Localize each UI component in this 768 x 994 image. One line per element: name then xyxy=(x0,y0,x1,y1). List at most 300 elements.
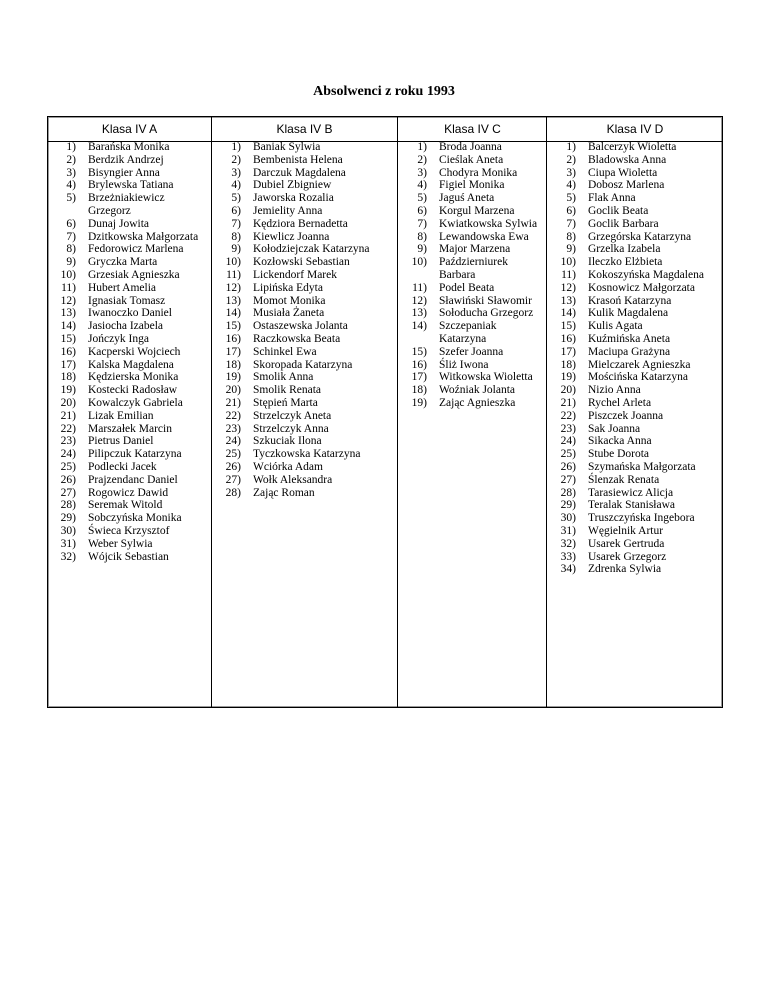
student-name: Sobczyńska Monika xyxy=(88,512,182,525)
list-item xyxy=(399,320,546,346)
item-number: 25) xyxy=(60,460,76,473)
student-name: Zając Agnieszka xyxy=(439,396,516,409)
student-name: Szkuciak Ilona xyxy=(253,435,322,448)
list-item xyxy=(548,461,722,474)
item-number: 34) xyxy=(560,563,576,576)
student-name: Mościńska Katarzyna xyxy=(588,371,688,384)
student-name: Brzeżniakiewicz Grzegorz xyxy=(88,192,165,217)
student-name: Musiała Żaneta xyxy=(253,307,325,320)
student-name: Rychel Arleta xyxy=(588,396,652,409)
student-name: Wójcik Sebastian xyxy=(88,550,169,563)
student-name: Bisyngier Anna xyxy=(88,166,160,179)
student-name: Darczuk Magdalena xyxy=(253,166,346,179)
student-name: Ciupa Wioletta xyxy=(588,166,658,179)
item-number: 11) xyxy=(561,268,576,281)
student-name: Barańska Monika xyxy=(88,141,170,153)
list-item xyxy=(48,397,211,410)
list-item xyxy=(548,563,722,576)
list-item xyxy=(548,410,722,423)
item-number: 23) xyxy=(60,435,76,448)
student-name: Zając Roman xyxy=(253,486,315,499)
item-number: 23) xyxy=(560,422,576,435)
list-item xyxy=(48,487,211,500)
student-name: Dzitkowska Małgorzata xyxy=(88,230,199,243)
item-number: 33) xyxy=(560,550,576,563)
item-number: 30) xyxy=(60,524,76,537)
item-number: 13) xyxy=(560,294,576,307)
list-item xyxy=(48,192,211,218)
student-name: Ignasiak Tomasz xyxy=(88,294,166,307)
item-number: 24) xyxy=(60,448,76,461)
student-name: Dubiel Zbigniew xyxy=(253,179,332,192)
student-name: Ileczko Elżbieta xyxy=(588,256,663,269)
list-item xyxy=(213,218,396,231)
list-item xyxy=(48,499,211,512)
list-item xyxy=(399,218,546,231)
list-item xyxy=(48,218,211,231)
list-item xyxy=(213,307,396,320)
student-name: Kalska Magdalena xyxy=(88,358,174,371)
list-item xyxy=(548,435,722,448)
student-name: Jończyk Inga xyxy=(88,332,149,345)
item-number: 8) xyxy=(566,230,576,243)
list-item xyxy=(548,538,722,551)
list-item xyxy=(213,243,396,256)
list-item xyxy=(213,154,396,167)
list-item xyxy=(48,448,211,461)
list-item xyxy=(399,167,546,180)
student-name: Podel Beata xyxy=(439,281,495,294)
item-number: 20) xyxy=(560,384,576,397)
student-name: Goclik Beata xyxy=(588,204,649,217)
item-number: 2) xyxy=(66,153,76,166)
student-name: Szymańska Małgorzata xyxy=(588,460,696,473)
list-item xyxy=(548,525,722,538)
list-item xyxy=(548,307,722,320)
item-number: 17) xyxy=(225,345,241,358)
column-header: Klasa IV B xyxy=(276,122,333,136)
student-name: Stube Dorota xyxy=(588,448,650,461)
list-item xyxy=(213,192,396,205)
list-item xyxy=(548,551,722,564)
item-number: 18) xyxy=(60,371,76,384)
item-number: 27) xyxy=(60,486,76,499)
list-item xyxy=(213,435,396,448)
item-number: 2) xyxy=(231,153,241,166)
list-item xyxy=(399,359,546,372)
item-number: 26) xyxy=(60,473,76,486)
student-name: Kostecki Radosław xyxy=(88,384,178,397)
item-number: 19) xyxy=(60,384,76,397)
column-class-iv-c xyxy=(399,117,546,707)
item-number: 9) xyxy=(66,256,76,269)
item-number: 18) xyxy=(560,358,576,371)
column-class-iv-a xyxy=(48,117,211,707)
student-name: Usarek Grzegorz xyxy=(588,550,667,563)
item-number: 15) xyxy=(225,320,241,333)
student-name: Cieślak Aneta xyxy=(439,153,504,166)
item-number: 7) xyxy=(566,217,576,230)
list-item xyxy=(213,371,396,384)
list-item xyxy=(213,384,396,397)
item-number: 5) xyxy=(231,192,241,205)
list-item xyxy=(213,423,396,436)
student-name: Jasiocha Izabela xyxy=(88,320,164,333)
student-name: Świeca Krzysztof xyxy=(88,524,170,537)
item-number: 6) xyxy=(417,204,427,217)
column-header: Klasa IV D xyxy=(606,122,664,136)
student-name: Tyczkowska Katarzyna xyxy=(253,448,361,461)
student-name: Grzelka Izabela xyxy=(588,243,661,256)
student-name: Goclik Barbara xyxy=(588,217,659,230)
item-number: 12) xyxy=(411,294,427,307)
list-item xyxy=(399,154,546,167)
item-number: 10) xyxy=(411,256,427,269)
student-name: Kołodziejczak Katarzyna xyxy=(253,243,370,256)
item-number: 10) xyxy=(560,256,576,269)
item-number: 18) xyxy=(411,384,427,397)
student-name: Maciupa Grażyna xyxy=(588,345,671,358)
list-item xyxy=(48,231,211,244)
student-name: Kacperski Wojciech xyxy=(88,345,181,358)
student-name: Jaworska Rozalia xyxy=(253,192,334,205)
item-number: 9) xyxy=(231,243,241,256)
list-item xyxy=(213,167,396,180)
list-item xyxy=(48,333,211,346)
student-name: Smolik Anna xyxy=(253,371,314,384)
item-number: 21) xyxy=(225,396,241,409)
list-item xyxy=(399,205,546,218)
list-item xyxy=(548,256,722,269)
column-header: Klasa IV A xyxy=(101,122,158,136)
item-number: 14) xyxy=(560,307,576,320)
student-name: Śliż Iwona xyxy=(439,358,489,371)
item-number: 16) xyxy=(560,332,576,345)
student-name: Usarek Gertruda xyxy=(588,537,665,550)
item-number: 10) xyxy=(225,256,241,269)
list-item xyxy=(399,243,546,256)
item-number: 19) xyxy=(225,371,241,384)
item-number: 9) xyxy=(417,243,427,256)
student-name: Kędzierska Monika xyxy=(88,371,179,384)
item-number: 3) xyxy=(417,166,427,179)
item-number: 2) xyxy=(417,153,427,166)
list-item xyxy=(213,410,396,423)
student-name: Kozłowski Sebastian xyxy=(253,256,350,269)
list-item xyxy=(548,179,722,192)
item-number: 27) xyxy=(225,473,241,486)
student-name: Lizak Emilian xyxy=(88,409,154,422)
list-item xyxy=(548,448,722,461)
student-name: Ostaszewska Jolanta xyxy=(253,320,348,333)
student-name: Piszczek Joanna xyxy=(588,409,664,422)
student-name: Sikacka Anna xyxy=(588,435,652,448)
list-item xyxy=(548,397,722,410)
student-name: Tarasiewicz Alicja xyxy=(588,486,674,499)
student-name: Stępień Marta xyxy=(253,396,318,409)
list-item xyxy=(48,256,211,269)
list-item xyxy=(548,218,722,231)
list-item xyxy=(48,551,211,564)
student-name: Kwiatkowska Sylwia xyxy=(439,217,538,230)
list-item xyxy=(48,295,211,308)
student-name: Kosnowicz Małgorzata xyxy=(588,281,695,294)
item-number: 8) xyxy=(231,230,241,243)
item-number: 9) xyxy=(566,243,576,256)
list-item xyxy=(213,320,396,333)
item-number: 7) xyxy=(231,217,241,230)
list-item xyxy=(48,243,211,256)
student-name: Strzelczyk Anna xyxy=(253,422,329,435)
student-name: Bembenista Helena xyxy=(253,153,343,166)
item-number: 26) xyxy=(225,460,241,473)
student-name: Skoropada Katarzyna xyxy=(253,358,353,371)
item-number: 1) xyxy=(566,141,576,153)
list-item xyxy=(213,295,396,308)
list-item xyxy=(399,307,546,320)
student-name: Lipińska Edyta xyxy=(253,281,323,294)
item-number: 20) xyxy=(225,384,241,397)
list-item xyxy=(399,346,546,359)
student-name: Brylewska Tatiana xyxy=(88,179,174,192)
item-number: 14) xyxy=(411,320,427,333)
student-name: Pilipczuk Katarzyna xyxy=(88,448,182,461)
list-item xyxy=(548,346,722,359)
student-name: Grzesiak Agnieszka xyxy=(88,268,180,281)
student-name: Sołoducha Grzegorz xyxy=(439,307,534,320)
list-item xyxy=(213,231,396,244)
student-name: Raczkowska Beata xyxy=(253,332,341,345)
list-item xyxy=(548,333,722,346)
list-item xyxy=(548,141,722,154)
list-item xyxy=(48,461,211,474)
column-divider xyxy=(397,117,398,707)
item-number: 29) xyxy=(560,499,576,512)
student-name: Rogowicz Dawid xyxy=(88,486,169,499)
list-item xyxy=(48,141,211,154)
student-name: Pietrus Daniel xyxy=(88,435,154,448)
item-number: 3) xyxy=(566,166,576,179)
list-item xyxy=(548,282,722,295)
page-title: Absolwenci z roku 1993 xyxy=(313,84,455,99)
list-item xyxy=(548,499,722,512)
item-number: 29) xyxy=(60,512,76,525)
student-name: Sławiński Sławomir xyxy=(439,294,532,307)
list-item xyxy=(399,295,546,308)
student-name: Jemielity Anna xyxy=(253,204,323,217)
item-number: 11) xyxy=(412,281,427,294)
list-item xyxy=(399,384,546,397)
list-item xyxy=(48,371,211,384)
item-number: 26) xyxy=(560,460,576,473)
item-number: 3) xyxy=(66,166,76,179)
student-name: Strzelczyk Aneta xyxy=(253,409,332,422)
list-item xyxy=(48,282,211,295)
item-number: 28) xyxy=(560,486,576,499)
item-number: 28) xyxy=(225,486,241,499)
item-number: 4) xyxy=(231,179,241,192)
student-name: Kiewlicz Joanna xyxy=(253,230,330,243)
item-number: 25) xyxy=(560,448,576,461)
list-item xyxy=(48,320,211,333)
student-name: Wciórka Adam xyxy=(253,460,323,473)
list-item xyxy=(399,192,546,205)
item-number: 7) xyxy=(417,217,427,230)
student-name: Krasoń Katarzyna xyxy=(588,294,672,307)
student-name: Truszczyńska Ingebora xyxy=(588,512,695,525)
item-number: 19) xyxy=(560,371,576,384)
student-name: Podlecki Jacek xyxy=(88,460,157,473)
student-name: Kowalczyk Gabriela xyxy=(88,396,183,409)
student-name: Jaguś Aneta xyxy=(439,192,495,205)
list-item xyxy=(548,231,722,244)
list-item xyxy=(548,167,722,180)
student-list xyxy=(548,141,722,576)
list-item xyxy=(548,512,722,525)
list-item xyxy=(48,359,211,372)
item-number: 13) xyxy=(411,307,427,320)
student-name: Mielczarek Agnieszka xyxy=(588,358,691,371)
list-item xyxy=(48,474,211,487)
list-item xyxy=(399,141,546,154)
item-number: 31) xyxy=(560,524,576,537)
list-item xyxy=(399,231,546,244)
item-number: 31) xyxy=(60,537,76,550)
column-divider xyxy=(546,117,547,707)
item-number: 25) xyxy=(225,448,241,461)
list-item xyxy=(48,410,211,423)
list-item xyxy=(548,205,722,218)
student-name: Chodyra Monika xyxy=(439,166,518,179)
student-name: Grzegórska Katarzyna xyxy=(588,230,692,243)
list-item xyxy=(213,179,396,192)
item-number: 16) xyxy=(411,358,427,371)
list-item xyxy=(48,423,211,436)
item-number: 20) xyxy=(60,396,76,409)
item-number: 10) xyxy=(60,268,76,281)
student-name: Dunaj Jowita xyxy=(88,217,150,230)
student-name: Flak Anna xyxy=(588,192,636,205)
item-number: 1) xyxy=(417,141,427,153)
item-number: 14) xyxy=(60,320,76,333)
list-item xyxy=(213,282,396,295)
list-item xyxy=(548,295,722,308)
student-name: Ślenzak Renata xyxy=(588,473,660,486)
student-name: Baniak Sylwia xyxy=(253,141,321,153)
item-number: 4) xyxy=(566,179,576,192)
item-number: 18) xyxy=(225,358,241,371)
list-item xyxy=(399,179,546,192)
graduates-table xyxy=(47,116,723,708)
list-item xyxy=(213,397,396,410)
column-header: Klasa IV C xyxy=(444,122,501,136)
list-item xyxy=(548,320,722,333)
list-item xyxy=(213,205,396,218)
student-name: Szczepaniak Katarzyna xyxy=(439,320,497,345)
item-number: 17) xyxy=(60,358,76,371)
student-name: Lewandowska Ewa xyxy=(439,230,529,243)
student-name: Kędziora Bernadetta xyxy=(253,217,348,230)
item-number: 14) xyxy=(225,307,241,320)
student-name: Balcerzyk Wioletta xyxy=(588,141,677,153)
list-item xyxy=(213,461,396,474)
item-number: 11) xyxy=(226,268,241,281)
item-number: 12) xyxy=(60,294,76,307)
item-number: 32) xyxy=(560,537,576,550)
student-list xyxy=(213,141,396,499)
list-item xyxy=(213,256,396,269)
student-name: Nizio Anna xyxy=(588,384,641,397)
column-class-iv-d xyxy=(548,117,722,707)
list-item xyxy=(548,371,722,384)
list-item xyxy=(548,487,722,500)
student-name: Iwanoczko Daniel xyxy=(88,307,172,320)
list-item xyxy=(213,359,396,372)
column-divider xyxy=(211,117,212,707)
item-number: 22) xyxy=(60,422,76,435)
list-item xyxy=(213,448,396,461)
item-number: 17) xyxy=(411,371,427,384)
list-item xyxy=(213,269,396,282)
item-number: 2) xyxy=(566,153,576,166)
item-number: 28) xyxy=(60,499,76,512)
item-number: 5) xyxy=(566,192,576,205)
item-number: 8) xyxy=(66,243,76,256)
list-item xyxy=(48,384,211,397)
student-name: Fedorowicz Marlena xyxy=(88,243,184,256)
item-number: 3) xyxy=(231,166,241,179)
item-number: 15) xyxy=(560,320,576,333)
list-item xyxy=(48,435,211,448)
item-number: 4) xyxy=(417,179,427,192)
list-item xyxy=(48,538,211,551)
item-number: 13) xyxy=(225,294,241,307)
item-number: 22) xyxy=(560,409,576,422)
student-name: Październiurek Barbara xyxy=(439,256,508,281)
student-name: Hubert Amelia xyxy=(88,281,157,294)
student-name: Weber Sylwia xyxy=(88,537,153,550)
list-item xyxy=(48,167,211,180)
item-number: 5) xyxy=(417,192,427,205)
student-list xyxy=(48,141,211,563)
list-item xyxy=(48,525,211,538)
student-name: Szefer Joanna xyxy=(439,345,504,358)
item-number: 1) xyxy=(231,141,241,153)
list-item xyxy=(399,282,546,295)
item-number: 6) xyxy=(66,217,76,230)
item-number: 30) xyxy=(560,512,576,525)
list-item xyxy=(399,397,546,410)
item-number: 21) xyxy=(60,409,76,422)
student-name: Gryczka Marta xyxy=(88,256,158,269)
item-number: 22) xyxy=(225,409,241,422)
student-name: Broda Joanna xyxy=(439,141,502,153)
list-item xyxy=(213,487,396,500)
list-item xyxy=(48,346,211,359)
student-name: Kulis Agata xyxy=(588,320,643,333)
list-item xyxy=(548,192,722,205)
item-number: 12) xyxy=(560,281,576,294)
list-item xyxy=(548,269,722,282)
list-item xyxy=(548,423,722,436)
item-number: 1) xyxy=(66,141,76,153)
column-class-iv-b xyxy=(213,117,396,707)
list-item xyxy=(548,384,722,397)
list-item xyxy=(48,307,211,320)
list-item xyxy=(213,474,396,487)
student-name: Berdzik Andrzej xyxy=(88,153,164,166)
student-name: Prajzendanc Daniel xyxy=(88,473,178,486)
